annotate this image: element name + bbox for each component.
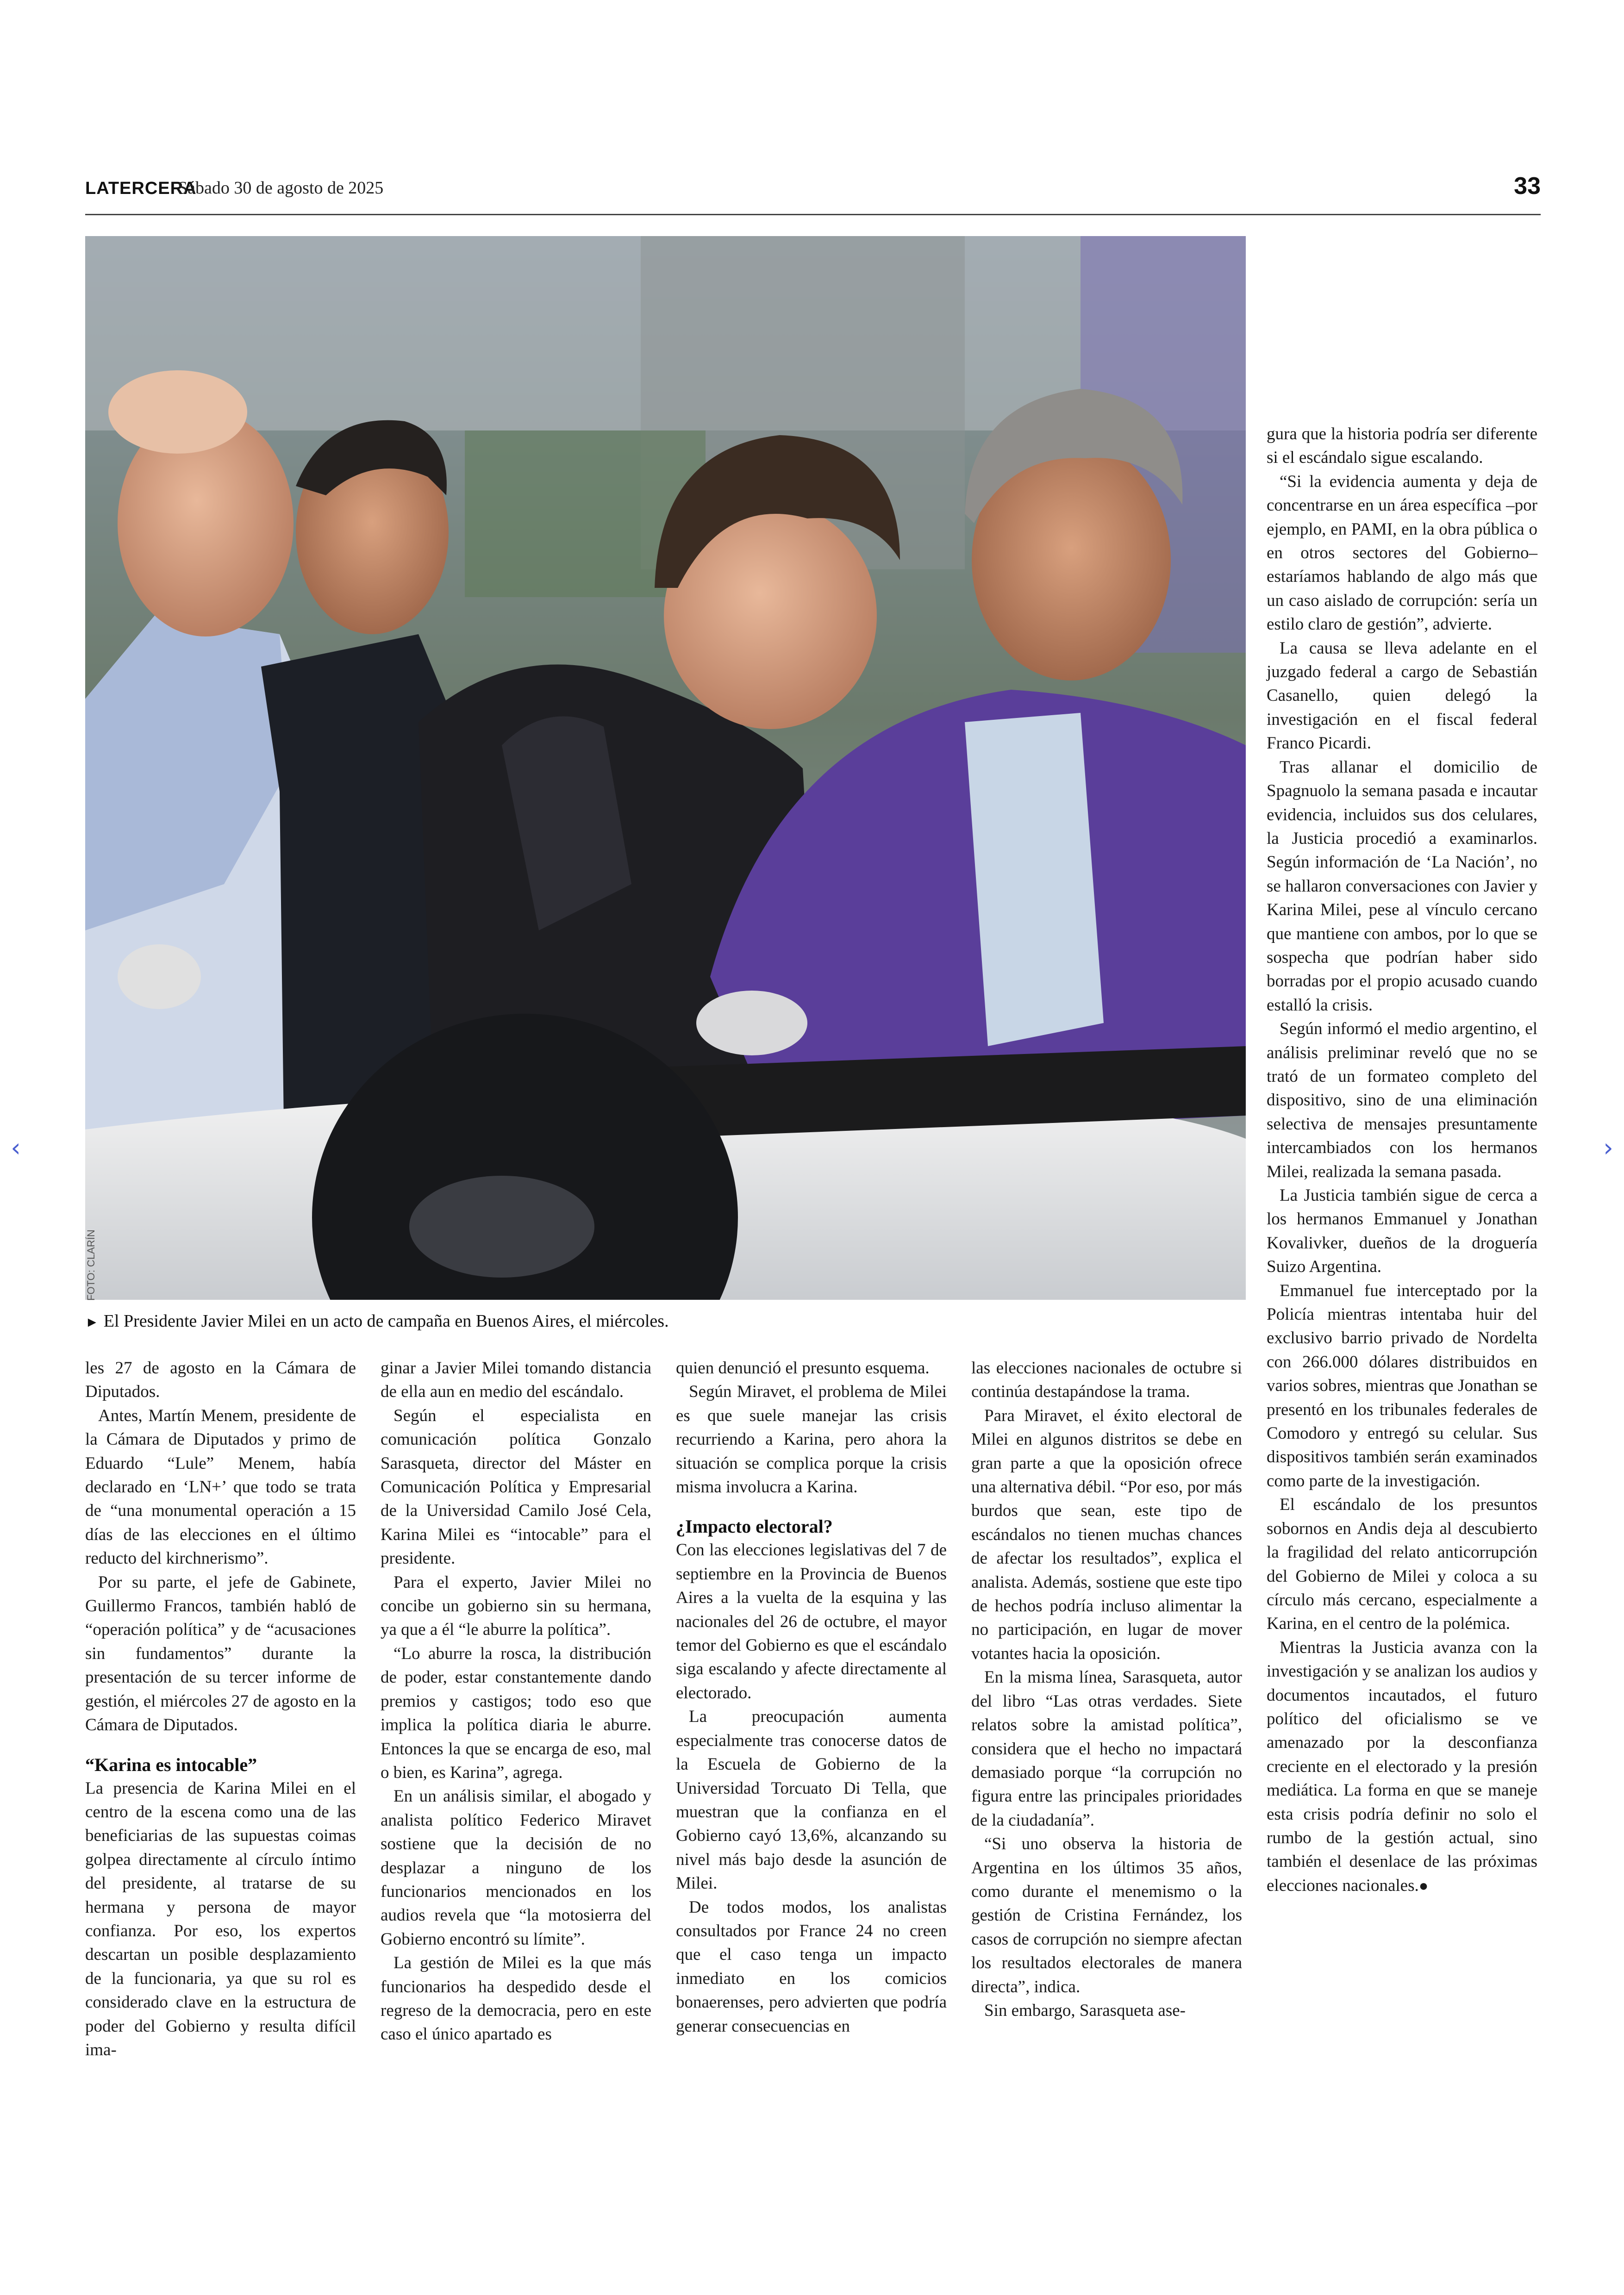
article-paragraph <box>1267 1493 1537 1635</box>
article-paragraph <box>676 1538 947 1705</box>
paragraph-text: “Lo aburre la rosca, la distribución de poder, estar constantemente dando premios y castigos; todo eso que implica la política diaria le aburre. Entonces la que se encarga de eso, mal o bien, es Karina”, agrega. <box>381 1644 651 1782</box>
article-paragraph <box>676 1705 947 1895</box>
article-paragraph <box>1267 1017 1537 1184</box>
article-paragraph <box>1267 1279 1537 1493</box>
paragraph-text: “Si la evidencia aumenta y deja de concentrarse en un área específica –por ejemplo, en PAMI, en la obra pública o en otros sectores del Gobierno– estaríamos hablando de algo más que un caso aislado de corrupción: sería un estilo claro de gestión”, advierte. <box>1267 472 1537 634</box>
article-paragraph <box>381 1404 651 1571</box>
paragraph-text: Por su parte, el jefe de Gabinete, Guillermo Francos, también habló de “operación política” y de “acusaciones sin fundamentos” durante la presentación de su tercer informe de gestión, el miércoles 27 de agosto en la Cámara de Diputados. <box>85 1572 356 1735</box>
paragraph-text: les 27 de agosto en la Cámara de Diputados. <box>85 1359 356 1402</box>
paragraph-text: La preocupación aumenta especialmente tras conocerse datos de la Escuela de Gobierno de la Universidad Torcuato Di Tella, que muestran que la confianza en el Gobierno cayó 13,6%, alcanzando su nivel más bajo desde la asunción de Milei. <box>676 1707 947 1893</box>
article-paragraph <box>1267 755 1537 1017</box>
paragraph-text: “Si uno observa la historia de Argentina en los últimos 35 años, como durante el menemismo o la gestión de Cristina Fernández, los casos de corrupción no siempre afectan los resultados electorales de manera directa”, indica. <box>971 1834 1242 1996</box>
article-paragraph <box>1267 470 1537 636</box>
paragraph-text: Antes, Martín Menem, presidente de la Cámara de Diputados y primo de Eduardo “Lule” Menem, había declarado en ‘LN+’ que todo se trata de “una monumental operación a 15 días de las elecciones en el último reducto del kirchnerismo”. <box>85 1406 356 1568</box>
article-paragraph <box>676 1356 947 1380</box>
article-column-2 <box>381 1356 651 2143</box>
paragraph-text: ginar a Javier Milei tomando distancia de ella aun en medio del escándalo. <box>381 1359 651 1402</box>
article-paragraph <box>676 1380 947 1499</box>
paragraph-text: La gestión de Milei es la que más funcionarios ha despedido desde el regreso de la democracia, pero en este caso el único apartado es <box>381 1953 651 2044</box>
photo-credit: FOTO: CLARÍN <box>85 1229 97 1301</box>
paragraph-text: Según Miravet, el problema de Milei es que suele manejar las crisis recurriendo a Karina, pero ahora la situación se complica porque la crisis misma involucra a Karina. <box>676 1382 947 1497</box>
article-paragraph <box>676 1896 947 2038</box>
paragraph-text: Para Miravet, el éxito electoral de Milei en algunos distritos se debe en gran parte a que la oposición ofrece una alternativa débil. “Por eso, por más burdos que sean, este tipo de escándalos no tienen muchas chances de afectar los resultados”, explica el analista. Además, sostiene que este tipo de hechos podría incluso alimentar la no participación, en lugar de mover votantes hacia la oposición. <box>971 1406 1242 1663</box>
paragraph-text: gura que la historia podría ser diferente si el escándalo sigue escalando. <box>1267 424 1537 468</box>
article-paragraph <box>85 1777 356 2062</box>
news-photo <box>85 236 1246 1300</box>
article-paragraph <box>1267 636 1537 755</box>
article-paragraph <box>971 1665 1242 1832</box>
next-page-chevron-icon[interactable]: › <box>1603 1133 1613 1162</box>
article-column-4 <box>971 1356 1242 2143</box>
article-paragraph <box>85 1356 356 1404</box>
paragraph-text: La causa se lleva adelante en el juzgado federal a cargo de Sebastián Casanello, quien delegó la investigación en el fiscal federal Franco Picardi. <box>1267 638 1537 753</box>
article-column-5 <box>1267 422 1537 2144</box>
section-heading-text: “Karina es intocable” <box>85 1754 257 1775</box>
paragraph-text: De todos modos, los analistas consultados por France 24 no creen que el caso tenga un impacto inmediato en los comicios bonaerenses, pero advierten que podría generar consecuencias en <box>676 1897 947 2036</box>
end-of-article-mark: ● <box>1418 1877 1429 1895</box>
article-paragraph <box>971 1404 1242 1665</box>
paragraph-text: Para el experto, Javier Milei no concibe un gobierno sin su hermana, ya que a él “le aburre la política”. <box>381 1572 651 1640</box>
paragraph-text: La presencia de Karina Milei en el centro de la escena como una de las beneficiarias de las supuestas coimas golpea directamente al círculo íntimo del presidente, al tratarse de su hermana y persona de mayor confianza. Por eso, los expertos descartan un posible desplazamiento de la funcionaria, ya que su rol es considerado clave en la estructura de poder del Gobierno y resulta difícil ima- <box>85 1778 356 2059</box>
section-heading <box>85 1753 356 1777</box>
page-header <box>85 172 1541 215</box>
paragraph-text: quien denunció el presunto esquema. <box>676 1359 930 1378</box>
section-heading-text: ¿Impacto electoral? <box>676 1516 833 1537</box>
article-column-1 <box>85 1356 356 2143</box>
page-number: 33 <box>1514 173 1541 200</box>
article-paragraph <box>1267 1184 1537 1279</box>
paragraph-text: En un análisis similar, el abogado y analista político Federico Miravet sostiene que la decisión de no desplazar a ninguno de los funcionarios mencionados en los audios revela que “la motosierra del Gobierno encontró su límite”. <box>381 1787 651 1949</box>
article-column-3 <box>676 1356 947 2143</box>
article-paragraph <box>381 1642 651 1784</box>
paragraph-text: Con las elecciones legislativas del 7 de septiembre en la Provincia de Buenos Aires a la vuelta de la esquina y las nacionales del 26 de octubre, el mayor temor del Gobierno es que el escándalo siga escalando y afecte directamente al electorado. <box>676 1540 947 1703</box>
section-heading <box>676 1515 947 1538</box>
paragraph-text: Sin embargo, Sarasqueta ase- <box>984 2001 1186 2020</box>
paragraph-text: Según informó el medio argentino, el análisis preliminar reveló que no se trató de un formateo completo del dispositivo, sino de una eliminación selectiva de mensajes presuntamente intercambiados con los hermanos Milei, realizada la semana pasada. <box>1267 1019 1537 1181</box>
article-paragraph <box>971 1356 1242 1404</box>
paragraph-text: las elecciones nacionales de octubre si continúa destapándose la trama. <box>971 1359 1242 1402</box>
previous-page-chevron-icon[interactable]: ‹ <box>11 1133 21 1162</box>
article-paragraph <box>971 1832 1242 1999</box>
paragraph-text: Mientras la Justicia avanza con la investigación y se analizan los audios y documentos incautados, el futuro político del oficialismo se ve amenazado por la desconfianza creciente en el electorado y la presión mediática. La forma en que se maneje esta crisis podría definir no solo el rumbo de la gestión actual, sino también el desenlace de las próximas elecciones nacionales. <box>1267 1638 1537 1895</box>
paragraph-text: La Justicia también sigue de cerca a los hermanos Emmanuel y Jonathan Kovalivker, dueños de la droguería Suizo Argentina. <box>1267 1186 1537 1277</box>
article-paragraph <box>85 1571 356 1737</box>
caption-marker-icon: ► <box>85 1315 99 1330</box>
paragraph-text: El escándalo de los presuntos sobornos en Andis deja al descubierto la fragilidad del relato anticorrupción del Gobierno de Milei y coloca a su círculo más cercano, especialmente a Karina, en el centro de la polémica. <box>1267 1495 1537 1634</box>
article-paragraph <box>971 1999 1242 2022</box>
article-paragraph <box>85 1404 356 1571</box>
paragraph-text: En la misma línea, Sarasqueta, autor del libro “Las otras verdades. Siete relatos sobre la amistad política”, considera que el hecho no impactará demasiado porque “la corrupción no figura entre las principales prioridades de la ciudadanía”. <box>971 1668 1242 1830</box>
article-paragraph <box>1267 1636 1537 1898</box>
article-paragraph <box>381 1784 651 1951</box>
article-paragraph <box>1267 422 1537 470</box>
article-paragraph <box>381 1356 651 1404</box>
article-paragraph <box>381 1951 651 2046</box>
paragraph-text: Tras allanar el domicilio de Spagnuolo la semana pasada e incautar evidencia, incluidos sus dos celulares, la Justicia procedió a examinarlos. Según información de ‘La Nación’, no se hallaron conversaciones con Javier y Karina Milei, pese al vínculo cercano que mantiene con ambos, por lo que se sospecha que podrían haber sido borradas por el propio acusado cuando estalló la crisis. <box>1267 757 1537 1015</box>
caption-text: El Presidente Javier Milei en un acto de campaña en Buenos Aires, el miércoles. <box>103 1311 669 1331</box>
issue-date: Sábado 30 de agosto de 2025 <box>178 178 384 198</box>
paragraph-text: Según el especialista en comunicación política Gonzalo Sarasqueta, director del Máster en Comunicación Política y Empresarial de la Universidad Camilo José Cela, Karina Milei es “intocable” para el presidente. <box>381 1406 651 1568</box>
article-paragraph <box>381 1571 651 1642</box>
newspaper-brand: LATERCERA <box>85 179 197 198</box>
photo-caption <box>85 1311 1243 1337</box>
paragraph-text: Emmanuel fue interceptado por la Policía mientras intentaba huir del exclusivo barrio privado de Nordelta con 266.000 dólares distribuidos en varios sobres, mientras que Jonathan se presentó en los tribunales federales de Comodoro y entregó su celular. Sus dispositivos también serán examinados como parte de la investigación. <box>1267 1281 1537 1491</box>
